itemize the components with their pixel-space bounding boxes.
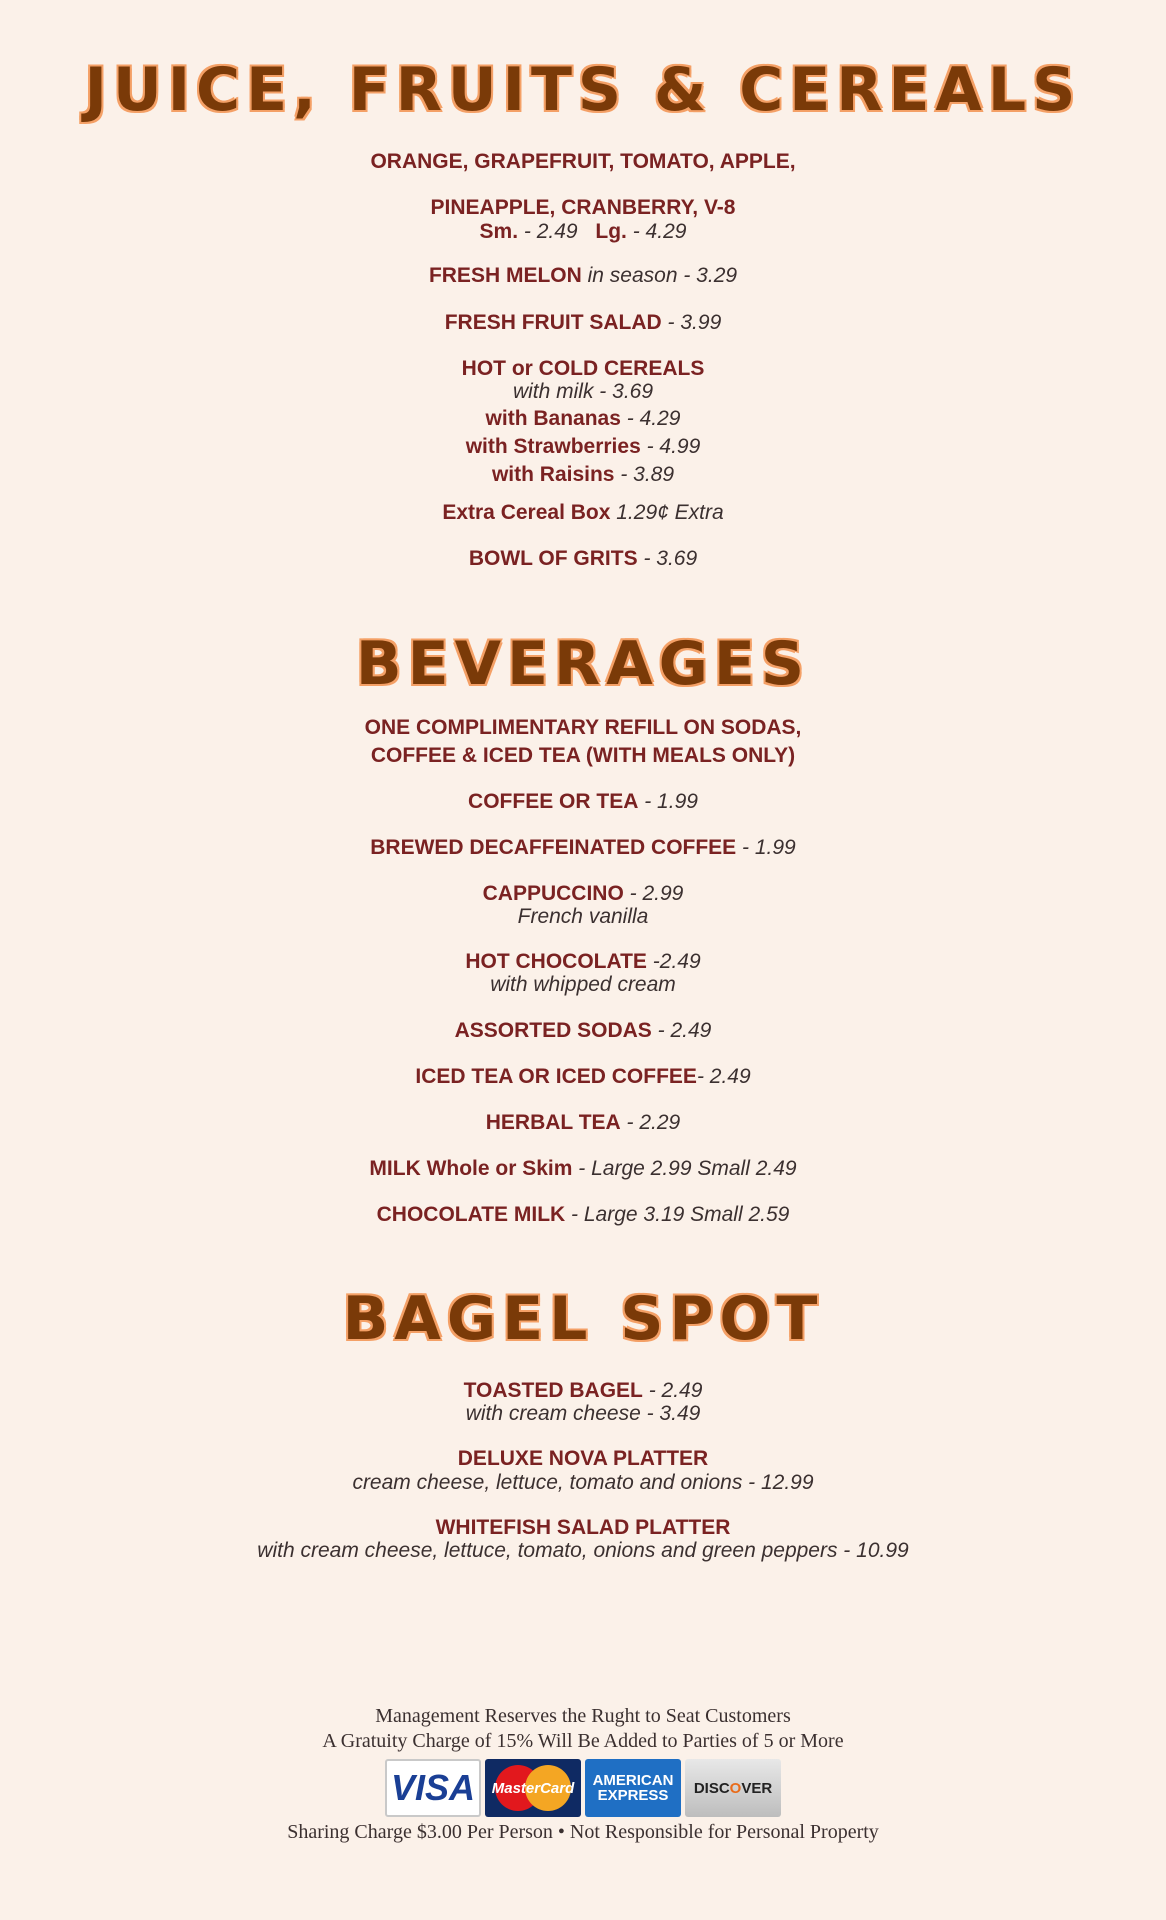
juice-section — [0, 150, 1166, 572]
item-decaf-coffee: BREWED DECAFFEINATED COFFEE - 1.99 — [370, 836, 796, 860]
item-bowl-of-grits: BOWL OF GRITS - 3.69 — [468, 547, 698, 571]
item-hot-chocolate: HOT CHOCOLATE -2.49 with whipped cream — [465, 950, 701, 997]
item-coffee-or-tea: COFFEE OR TEA - 1.99 — [468, 789, 698, 813]
item-milk: MILK Whole or Skim - Large 2.99 Small 2.49 — [369, 1156, 797, 1180]
item-fresh-melon: FRESH MELON in season - 3.29 — [428, 264, 738, 288]
item-cereal-raisins: with Raisins - 3.89 — [491, 463, 675, 487]
footer — [0, 1705, 1166, 1844]
section-title-bagel-spot: BAGEL SPOT — [342, 1284, 824, 1355]
item-cereal-strawberries: with Strawberries - 4.99 — [465, 435, 701, 459]
visa-logo: VISA — [385, 1759, 481, 1817]
item-iced-tea-coffee: ICED TEA OR ICED COFFEE- 2.49 — [415, 1064, 751, 1088]
juice-sizes: Sm. - 2.49 Lg. - 4.29 — [479, 220, 687, 244]
item-deluxe-nova-platter: DELUXE NOVA PLATTER cream cheese, lettuce, tomato and onions - 12.99 — [352, 1447, 814, 1494]
item-cereals: HOT or COLD CEREALS with milk - 3.69 — [461, 356, 705, 403]
item-whitefish-salad-platter: WHITEFISH SALAD PLATTER with cream cheese, lettuce, tomato, onions and green peppers - 10.99 — [257, 1515, 909, 1562]
item-assorted-sodas: ASSORTED SODAS - 2.49 — [454, 1018, 712, 1042]
juices-line-2: PINEAPPLE, CRANBERRY, V-8 — [430, 196, 736, 220]
refill-note-line-2: COFFEE & ICED TEA (WITH MEALS ONLY) — [370, 743, 796, 767]
discover-logo: DISC O VER — [685, 1759, 781, 1817]
footer-gratuity-note: A Gratuity Charge of 15% Will Be Added to Parties of 5 or More — [322, 1730, 844, 1752]
item-chocolate-milk: CHOCOLATE MILK - Large 3.19 Small 2.59 — [376, 1203, 790, 1227]
item-extra-cereal-box: Extra Cereal Box 1.29¢ Extra — [442, 501, 724, 525]
item-cereal-bananas: with Bananas - 4.29 — [485, 406, 681, 430]
mastercard-logo: MasterCard — [485, 1759, 581, 1817]
amex-logo: AMERICAN EXPRESS — [585, 1759, 681, 1817]
payment-cards — [0, 1759, 1166, 1817]
section-title-juice: JUICE, FRUITS & CEREALS — [84, 55, 1082, 125]
beverages-section — [0, 716, 1166, 1228]
juices-line-1: ORANGE, GRAPEFRUIT, TOMATO, APPLE, — [370, 150, 796, 173]
item-toasted-bagel: TOASTED BAGEL - 2.49 with cream cheese - 3.49 — [463, 1379, 703, 1426]
item-herbal-tea: HERBAL TEA - 2.29 — [485, 1110, 681, 1134]
refill-note-line-1: ONE COMPLIMENTARY REFILL ON SODAS, — [364, 715, 802, 739]
section-title-beverages: BEVERAGES — [355, 628, 811, 699]
bagel-section — [0, 1379, 1166, 1562]
footer-sharing-note: Sharing Charge $3.00 Per Person • Not Responsible for Personal Property — [287, 1821, 879, 1843]
item-fresh-fruit-salad: FRESH FRUIT SALAD - 3.99 — [444, 310, 722, 334]
footer-seating-note: Management Reserves the Rught to Seat Customers — [375, 1705, 791, 1727]
item-cappuccino: CAPPUCCINO - 2.99 French vanilla — [482, 882, 684, 929]
